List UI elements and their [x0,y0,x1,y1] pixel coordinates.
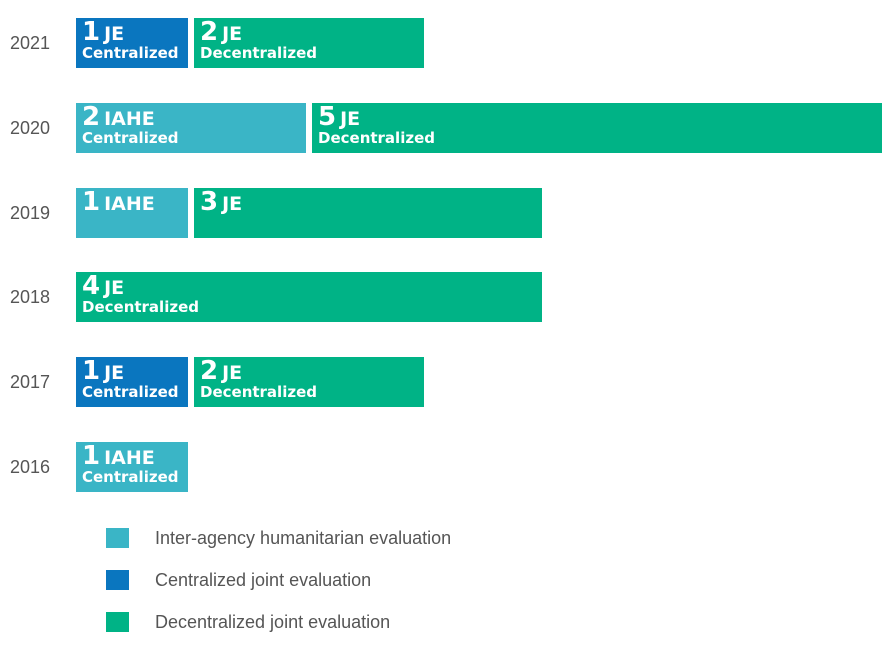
legend-label: Centralized joint evaluation [155,569,372,590]
legend-item-decentralized [106,611,451,633]
bar-count: 1 [82,357,101,387]
bar-count: 3 [200,187,219,217]
bar-unit: JE [340,107,361,130]
year-label: 2016 [10,457,51,477]
bar-segment-decentralized [312,103,882,153]
bar-subtitle: Centralized [82,128,179,147]
legend-item-centralized [106,569,451,591]
bar-segment-centralized [76,18,188,68]
bar-count: 4 [82,272,101,302]
year-label: 2018 [10,287,51,308]
year-label: 2020 [10,117,51,138]
bar-segment-decentralized [194,18,424,68]
bar-count: 1 [82,187,101,217]
bar-segment-decentralized [194,357,424,407]
bar-count: 2 [200,18,219,47]
bar-unit: JE [104,277,125,300]
bar-segment-decentralized [76,272,542,322]
bar-unit: JE [222,192,243,215]
bar-subtitle: Centralized [82,44,179,62]
bar-segment-decentralized [194,188,542,238]
bar-subtitle: Decentralized [318,128,435,147]
bar-unit: JE [222,362,243,385]
bar-count: 5 [318,102,337,132]
bar-count: 2 [82,102,101,132]
bar-count: 1 [82,442,101,471]
legend-swatch-iahe [106,528,129,548]
bar-subtitle: Decentralized [82,298,199,317]
bar-segment-iahe [76,442,188,492]
legend-label: Inter-agency humanitarian evaluation [155,527,452,548]
year-label: 2021 [10,33,51,53]
legend [106,527,451,653]
legend-swatch-centralized [106,570,129,590]
bar-segment-centralized [76,357,188,407]
bar-unit: IAHE [104,447,155,469]
legend-swatch-decentralized [106,612,129,632]
legend-label: Decentralized joint evaluation [155,611,391,632]
bar-subtitle: Decentralized [200,383,317,402]
bar-subtitle: Centralized [82,383,179,402]
bar-unit: JE [222,23,243,45]
bar-unit: IAHE [104,192,155,215]
bar-unit: IAHE [104,107,155,130]
bar-segment-iahe [76,103,306,153]
bar-subtitle: Centralized [82,468,179,486]
bar-count: 2 [200,357,219,387]
bar-unit: JE [104,23,125,45]
bar-segment-iahe [76,188,188,238]
bar-count: 1 [82,18,101,47]
bar-unit: JE [104,362,125,385]
bar-subtitle: Decentralized [200,44,317,62]
year-label: 2017 [10,372,51,393]
year-label: 2019 [10,202,51,223]
legend-item-iahe [106,527,451,549]
